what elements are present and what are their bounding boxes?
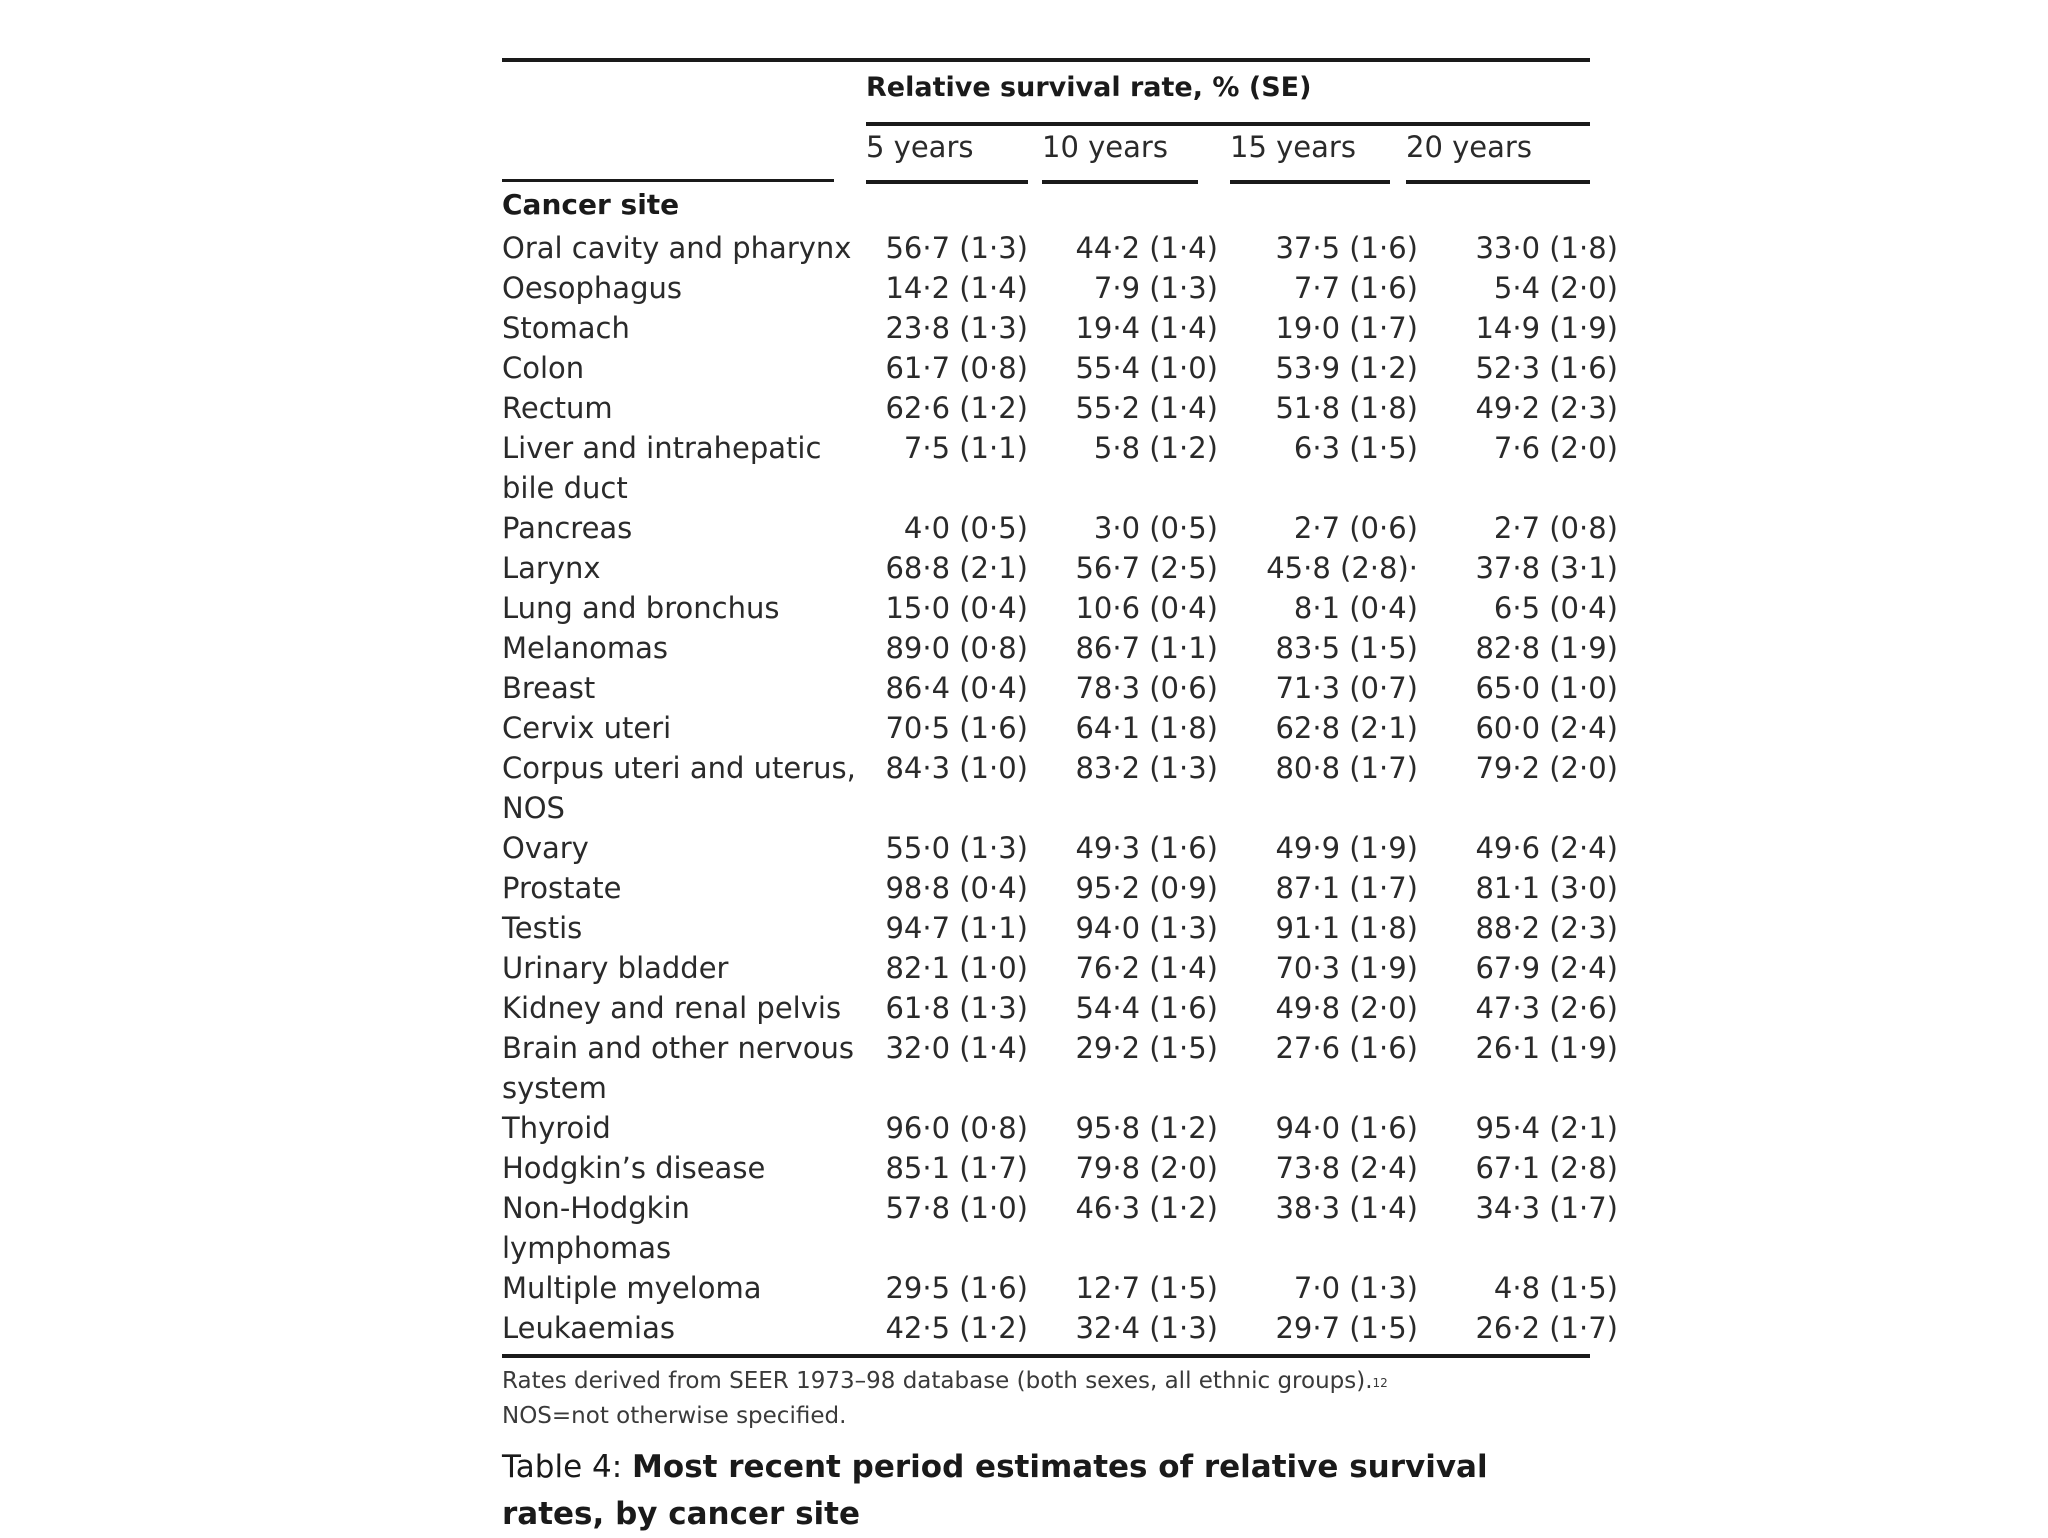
survival-rate-cell: 7·6 (2·0) <box>1493 431 1618 465</box>
survival-rate-cell: 55·2 (1·4) <box>1075 391 1218 425</box>
survival-rate-cell: 55·4 (1·0) <box>1075 351 1218 385</box>
survival-rate-cell: 91·1 (1·8) <box>1275 911 1418 945</box>
survival-rate-cell: 70·3 (1·9) <box>1275 951 1418 985</box>
table-row <box>502 1188 1618 1268</box>
table-row <box>502 748 1618 828</box>
survival-rate-cell: 33·0 (1·8) <box>1475 231 1618 265</box>
cancer-site-cell: Kidney and renal pelvis <box>502 991 842 1025</box>
survival-rate-cell: 81·1 (3·0) <box>1475 871 1618 905</box>
cancer-site-cell: Colon <box>502 351 585 385</box>
cancer-site-cell: Urinary bladder <box>502 951 729 985</box>
caption-label: Table 4: <box>502 1449 633 1485</box>
survival-rate-cell: 53·9 (1·2) <box>1275 351 1418 385</box>
cancer-site-cell: Rectum <box>502 391 613 425</box>
survival-rate-cell: 29·2 (1·5) <box>1075 1031 1218 1065</box>
cancer-site-cell: Pancreas <box>502 511 633 545</box>
survival-rate-cell: 46·3 (1·2) <box>1075 1191 1218 1225</box>
table-row <box>502 228 1618 268</box>
survival-rate-cell: 98·8 (0·4) <box>885 871 1028 905</box>
table-row <box>502 1028 1618 1108</box>
survival-rate-cell: 68·8 (2·1) <box>885 551 1028 585</box>
cancer-site-cell: Cervix uteri <box>502 711 672 745</box>
table-row <box>502 308 1618 348</box>
survival-rate-cell: 38·3 (1·4) <box>1275 1191 1418 1225</box>
footnote-source-text: Rates derived from SEER 1973–98 database (both sexes, all ethnic groups). <box>502 1368 1373 1394</box>
survival-rate-cell: 14·9 (1·9) <box>1475 311 1618 345</box>
survival-rate-cell: 14·2 (1·4) <box>885 271 1028 305</box>
survival-rate-cell: 7·0 (1·3) <box>1293 1271 1418 1305</box>
survival-rate-cell: 47·3 (2·6) <box>1475 991 1618 1025</box>
survival-rate-cell: 86·7 (1·1) <box>1075 631 1218 665</box>
cancer-site-cell: Oral cavity and pharynx <box>502 231 852 265</box>
table-row <box>502 388 1618 428</box>
survival-rate-cell: 60·0 (2·4) <box>1475 711 1618 745</box>
survival-rate-cell: 10·6 (0·4) <box>1075 591 1218 625</box>
cancer-site-cell: Larynx <box>502 551 601 585</box>
survival-rate-cell: 70·5 (1·6) <box>885 711 1028 745</box>
survival-rate-cell: 80·8 (1·7) <box>1275 751 1418 785</box>
survival-rate-cell: 2·7 (0·6) <box>1293 511 1418 545</box>
column-header-15-years: 15 years <box>1230 130 1356 164</box>
survival-rate-cell: 78·3 (0·6) <box>1075 671 1218 705</box>
survival-rate-cell: 67·1 (2·8) <box>1475 1151 1618 1185</box>
survival-rate-cell: 37·8 (3·1) <box>1475 551 1618 585</box>
table-row <box>502 628 1618 668</box>
table-row <box>502 548 1618 588</box>
survival-rate-cell: 49·3 (1·6) <box>1075 831 1218 865</box>
survival-rate-cell: 95·2 (0·9) <box>1075 871 1218 905</box>
survival-rate-cell: 45·8 (2·8)· <box>1266 551 1418 585</box>
survival-rate-cell: 3·0 (0·5) <box>1093 511 1218 545</box>
survival-rate-cell: 49·2 (2·3) <box>1475 391 1618 425</box>
survival-rate-cell: 26·2 (1·7) <box>1475 1311 1618 1345</box>
cancer-site-cell: Breast <box>502 671 596 705</box>
survival-rate-cell: 96·0 (0·8) <box>885 1111 1028 1145</box>
survival-rate-cell: 62·6 (1·2) <box>885 391 1028 425</box>
survival-rate-cell: 56·7 (1·3) <box>885 231 1028 265</box>
table-body <box>502 228 1618 1348</box>
column-rule-20-years <box>1406 180 1590 184</box>
survival-rate-cell: 82·1 (1·0) <box>885 951 1028 985</box>
survival-rate-cell: 5·4 (2·0) <box>1493 271 1618 305</box>
column-header-20-years: 20 years <box>1406 130 1532 164</box>
column-header-10-years: 10 years <box>1042 130 1168 164</box>
survival-rate-cell: 55·0 (1·3) <box>885 831 1028 865</box>
survival-rate-cell: 19·0 (1·7) <box>1275 311 1418 345</box>
survival-rate-cell: 95·4 (2·1) <box>1475 1111 1618 1145</box>
table-caption <box>502 1444 1590 1538</box>
survival-rate-cell: 83·5 (1·5) <box>1275 631 1418 665</box>
survival-rate-cell: 29·7 (1·5) <box>1275 1311 1418 1345</box>
survival-rate-cell: 76·2 (1·4) <box>1075 951 1218 985</box>
table-row <box>502 588 1618 628</box>
survival-rate-cell: 5·8 (1·2) <box>1093 431 1218 465</box>
table-row <box>502 1108 1618 1148</box>
cancer-site-cell: Multiple myeloma <box>502 1271 762 1305</box>
stub-header-rule <box>502 179 834 182</box>
survival-rate-cell: 83·2 (1·3) <box>1075 751 1218 785</box>
footnote-abbreviation: NOS=not otherwise specified. <box>502 1403 847 1429</box>
survival-rate-cell: 51·8 (1·8) <box>1275 391 1418 425</box>
stub-header: Cancer site <box>502 188 680 221</box>
survival-rate-cell: 64·1 (1·8) <box>1075 711 1218 745</box>
survival-rate-cell: 12·7 (1·5) <box>1075 1271 1218 1305</box>
survival-rate-cell: 42·5 (1·2) <box>885 1311 1028 1345</box>
table-row <box>502 828 1618 868</box>
survival-rate-cell: 29·5 (1·6) <box>885 1271 1028 1305</box>
survival-rate-cell: 86·4 (0·4) <box>885 671 1028 705</box>
table-bottom-rule <box>502 1354 1590 1358</box>
cancer-site-cell: Leukaemias <box>502 1311 675 1345</box>
survival-rate-cell: 44·2 (1·4) <box>1075 231 1218 265</box>
survival-rate-cell: 6·5 (0·4) <box>1493 591 1618 625</box>
survival-rate-cell: 52·3 (1·6) <box>1475 351 1618 385</box>
survival-rate-cell: 4·0 (0·5) <box>903 511 1028 545</box>
survival-rate-cell: 88·2 (2·3) <box>1475 911 1618 945</box>
table-row <box>502 988 1618 1028</box>
table-row <box>502 868 1618 908</box>
group-header-rule <box>866 122 1590 126</box>
survival-rate-cell: 84·3 (1·0) <box>885 751 1028 785</box>
cancer-site-cell: Brain and other nervous system <box>502 1031 855 1105</box>
survival-rate-cell: 94·0 (1·6) <box>1275 1111 1418 1145</box>
cancer-site-cell: Corpus uteri and uterus, NOS <box>502 751 856 825</box>
survival-rate-cell: 57·8 (1·0) <box>885 1191 1028 1225</box>
column-header-5-years: 5 years <box>866 130 974 164</box>
survival-rate-cell: 32·0 (1·4) <box>885 1031 1028 1065</box>
survival-rate-cell: 94·0 (1·3) <box>1075 911 1218 945</box>
survival-rate-cell: 54·4 (1·6) <box>1075 991 1218 1025</box>
footnote-source <box>502 1364 1388 1399</box>
survival-rate-cell: 49·8 (2·0) <box>1275 991 1418 1025</box>
cancer-site-cell: Stomach <box>502 311 630 345</box>
table-top-rule <box>502 58 1590 62</box>
survival-rate-cell: 8·1 (0·4) <box>1293 591 1418 625</box>
survival-rate-cell: 6·3 (1·5) <box>1293 431 1418 465</box>
survival-rate-cell: 37·5 (1·6) <box>1275 231 1418 265</box>
survival-rate-cell: 56·7 (2·5) <box>1075 551 1218 585</box>
cancer-site-cell: Lung and bronchus <box>502 591 780 625</box>
survival-rate-cell: 67·9 (2·4) <box>1475 951 1618 985</box>
survival-rate-cell: 7·7 (1·6) <box>1293 271 1418 305</box>
table-row <box>502 708 1618 748</box>
survival-rate-cell: 49·6 (2·4) <box>1475 831 1618 865</box>
table-row <box>502 1148 1618 1188</box>
survival-rate-cell: 4·8 (1·5) <box>1493 1271 1618 1305</box>
survival-rate-cell: 23·8 (1·3) <box>885 311 1028 345</box>
table-row <box>502 948 1618 988</box>
survival-rate-cell: 94·7 (1·1) <box>885 911 1028 945</box>
survival-rate-cell: 82·8 (1·9) <box>1475 631 1618 665</box>
table-row <box>502 268 1618 308</box>
survival-rate-cell: 15·0 (0·4) <box>885 591 1028 625</box>
survival-rate-cell: 2·7 (0·8) <box>1493 511 1618 545</box>
footnote-reference: 12 <box>1372 1376 1388 1390</box>
survival-rate-cell: 7·9 (1·3) <box>1093 271 1218 305</box>
cancer-site-cell: Ovary <box>502 831 589 865</box>
survival-rate-cell: 27·6 (1·6) <box>1275 1031 1418 1065</box>
survival-rate-cell: 73·8 (2·4) <box>1275 1151 1418 1185</box>
survival-rate-cell: 87·1 (1·7) <box>1275 871 1418 905</box>
table-row <box>502 1268 1618 1308</box>
column-rule-5-years <box>866 180 1028 184</box>
survival-rate-cell: 34·3 (1·7) <box>1475 1191 1618 1225</box>
cancer-site-cell: Melanomas <box>502 631 668 665</box>
cancer-site-cell: Prostate <box>502 871 622 905</box>
survival-rate-cell: 71·3 (0·7) <box>1275 671 1418 705</box>
survival-rate-cell: 49·9 (1·9) <box>1275 831 1418 865</box>
table-row <box>502 908 1618 948</box>
survival-rate-cell: 65·0 (1·0) <box>1475 671 1618 705</box>
cancer-site-cell: Oesophagus <box>502 271 682 305</box>
group-header: Relative survival rate, % (SE) <box>866 72 1312 103</box>
caption-title: Most recent period estimates of relative survival rates, by cancer site <box>502 1449 1488 1532</box>
table-row <box>502 668 1618 708</box>
table-row <box>502 508 1618 548</box>
table-row <box>502 348 1618 388</box>
survival-rate-cell: 85·1 (1·7) <box>885 1151 1028 1185</box>
cancer-site-cell: Testis <box>502 911 583 945</box>
survival-rate-cell: 79·2 (2·0) <box>1475 751 1618 785</box>
survival-rate-cell: 62·8 (2·1) <box>1275 711 1418 745</box>
survival-rate-cell: 26·1 (1·9) <box>1475 1031 1618 1065</box>
survival-rate-cell: 61·8 (1·3) <box>885 991 1028 1025</box>
survival-rate-cell: 89·0 (0·8) <box>885 631 1028 665</box>
column-rule-10-years <box>1042 180 1198 184</box>
cancer-site-cell: Non-Hodgkin lymphomas <box>502 1191 690 1265</box>
table-row <box>502 1308 1618 1348</box>
survival-rate-cell: 7·5 (1·1) <box>903 431 1028 465</box>
column-rule-15-years <box>1230 180 1390 184</box>
survival-rate-cell: 19·4 (1·4) <box>1075 311 1218 345</box>
survival-rate-cell: 32·4 (1·3) <box>1075 1311 1218 1345</box>
survival-rate-cell: 61·7 (0·8) <box>885 351 1028 385</box>
table-row <box>502 428 1618 508</box>
survival-rate-cell: 95·8 (1·2) <box>1075 1111 1218 1145</box>
cancer-site-cell: Liver and intrahepatic bile duct <box>502 431 822 505</box>
survival-rate-cell: 79·8 (2·0) <box>1075 1151 1218 1185</box>
cancer-site-cell: Thyroid <box>502 1111 611 1145</box>
cancer-site-cell: Hodgkin’s disease <box>502 1151 766 1185</box>
